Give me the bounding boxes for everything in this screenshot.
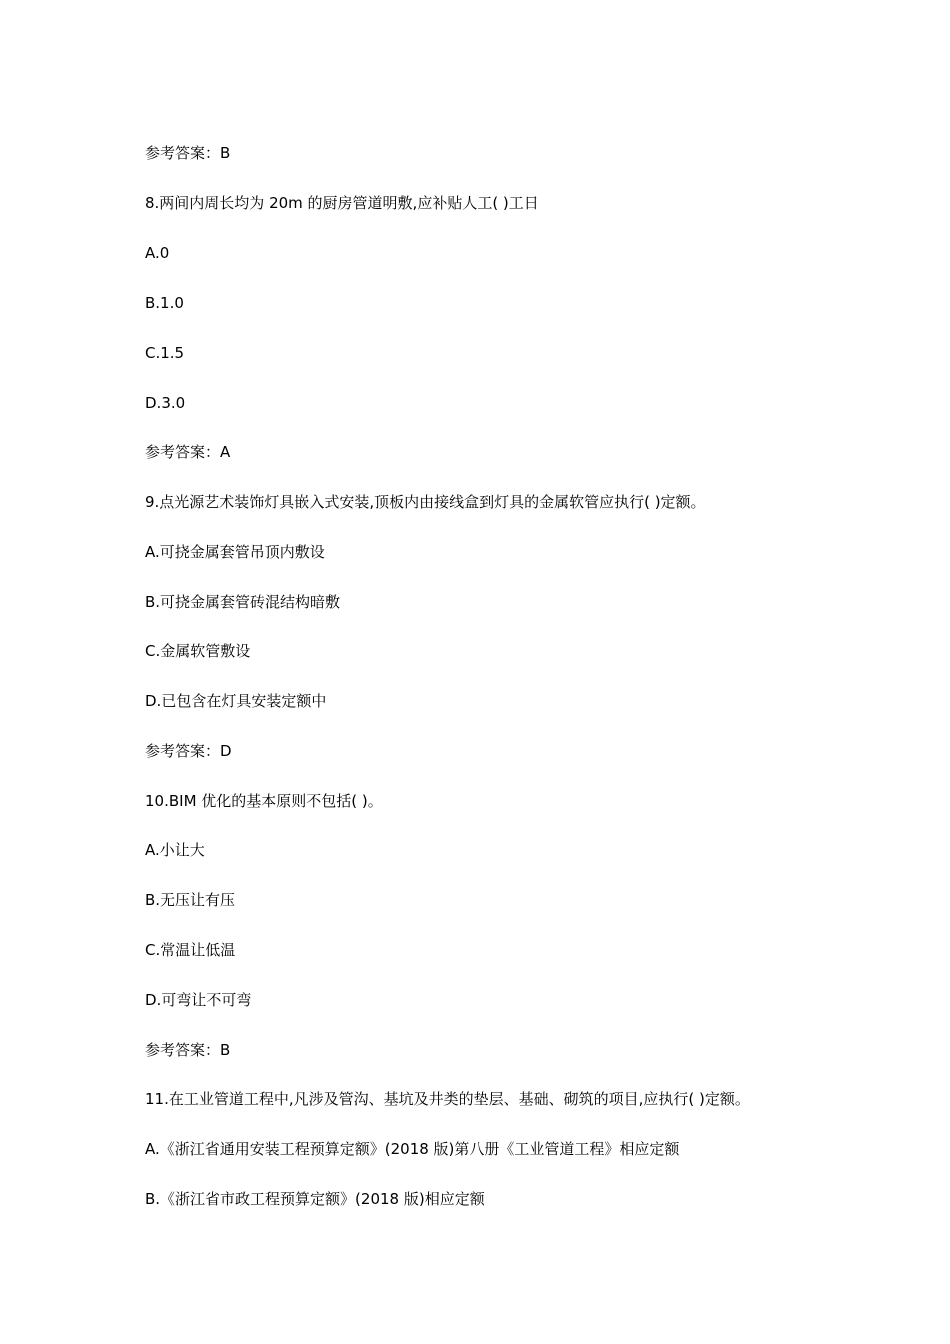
option-line: A.小让大 — [145, 841, 205, 859]
answer-line: 参考答案：A — [145, 443, 231, 461]
option-line: B.可挠金属套管砖混结构暗敷 — [145, 593, 341, 611]
question-10: 10.BIM 优化的基本原则不包括( )。 — [145, 792, 383, 810]
option-line: D.可弯让不可弯 — [145, 991, 252, 1009]
answer-line: 参考答案：D — [145, 742, 232, 760]
option-line: C.常温让低温 — [145, 941, 236, 959]
question-11: 11.在工业管道工程中,凡涉及管沟、基坑及井类的垫层、基础、砌筑的项目,应执行( )定额。 — [145, 1090, 750, 1108]
option-line: D.已包含在灯具安装定额中 — [145, 692, 327, 710]
option-line: C.1.5 — [145, 344, 185, 362]
question-9: 9.点光源艺术装饰灯具嵌入式安装,顶板内由接线盒到灯具的金属软管应执行( )定额。 — [145, 493, 706, 511]
option-line: C.金属软管敷设 — [145, 642, 251, 660]
answer-line: 参考答案：B — [145, 144, 231, 162]
answer-line: 参考答案：B — [145, 1041, 231, 1059]
option-line: A.0 — [145, 244, 170, 262]
option-line: D.3.0 — [145, 394, 186, 412]
option-line: B.无压让有压 — [145, 891, 236, 909]
option-line: B.1.0 — [145, 294, 184, 312]
option-line: B.《浙江省市政工程预算定额》(2018 版)相应定额 — [145, 1190, 485, 1208]
option-line: A.《浙江省通用安装工程预算定额》(2018 版)第八册《工业管道工程》相应定额 — [145, 1140, 680, 1158]
question-8: 8.两间内周长均为 20m 的厨房管道明敷,应补贴人工( )工日 — [145, 194, 539, 212]
option-line: A.可挠金属套管吊顶内敷设 — [145, 543, 325, 561]
